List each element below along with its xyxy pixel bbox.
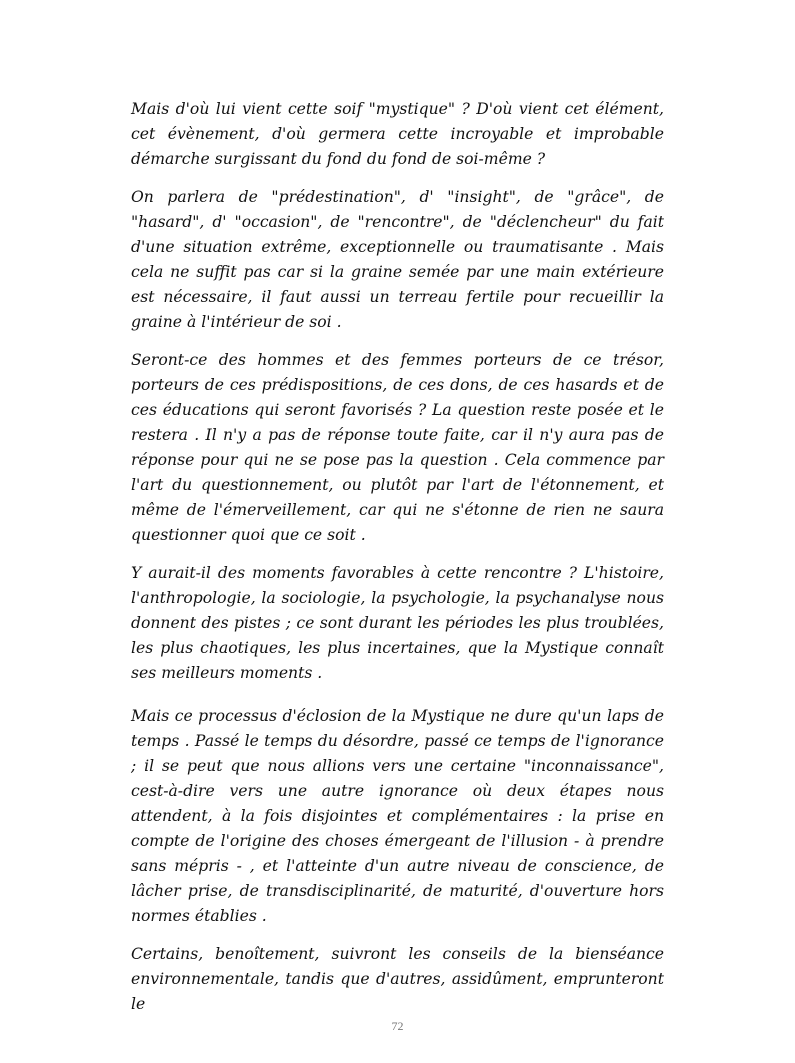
paragraph-treasure-bearers: Seront-ce des hommes et des femmes porteurs de ce trésor, porteurs de ces prédispositions, de ces dons, de ces hasards et de ces éducations qui seront favorisés ? La question reste posée et le restera . Il n'y a pas de réponse toute faite, car il n'y aura pas de réponse pour qui ne se pose pas la question . Cela commence par l'art du questionnement, ou plutôt par l'art de l'étonnement, et même de l'émerveillement, car qui ne s'étonne de rien ne saura questionner quoi que ce soit . <box>131 351 664 544</box>
page-number: 72 <box>391 1019 404 1033</box>
page-body <box>131 97 664 1030</box>
paragraph-hatching-process: Mais ce processus d'éclosion de la Mystique ne dure qu'un laps de temps . Passé le temps du désordre, passé ce temps de l'ignorance ; il se peut que nous allions vers une certaine "inconnaissance", cest-à-dire vers une autre ignorance où deux étapes nous attendent, à la fois disjointes et complémentaires : la prise en compte de l'origine des choses émergeant de l'illusion - à prendre sans mépris - , et l'atteinte d'un autre niveau de conscience, de lâcher prise, de transdisciplinarité, de maturité, d'ouverture hors normes établies . <box>131 707 664 925</box>
paragraph-predestination: On parlera de "prédestination", d' "insight", de "grâce", de "hasard", d' "occasion", de "rencontre", de "déclencheur" du fait d'une situation extrême, exceptionnelle ou traumatisante . Mais cela ne suffit pas car si la graine semée par une main extérieure est nécessaire, il faut aussi un terreau fertile pour recueillir la graine à l'intérieur de soi . <box>131 188 664 331</box>
paragraph-favorable-moments: Y aurait-il des moments favorables à cette rencontre ? L'histoire, l'anthropologie, la sociologie, la psychologie, la psychanalyse nous donnent des pistes ; ce sont durant les périodes les plus troublées, les plus chaotiques, les plus incertaines, que la Mystique connaît ses meilleurs moments . <box>131 564 664 682</box>
paragraph-mystic-thirst: Mais d'où lui vient cette soif "mystique" ? D'où vient cet élément, cet évènement, d'où germera cette incroyable et improbable démarche surgissant du fond du fond de soi-même ? <box>131 100 664 168</box>
paragraph-certain-people: Certains, benoîtement, suivront les conseils de la bienséance environnementale, tandis que d'autres, assidûment, emprunteront le <box>131 945 664 1013</box>
